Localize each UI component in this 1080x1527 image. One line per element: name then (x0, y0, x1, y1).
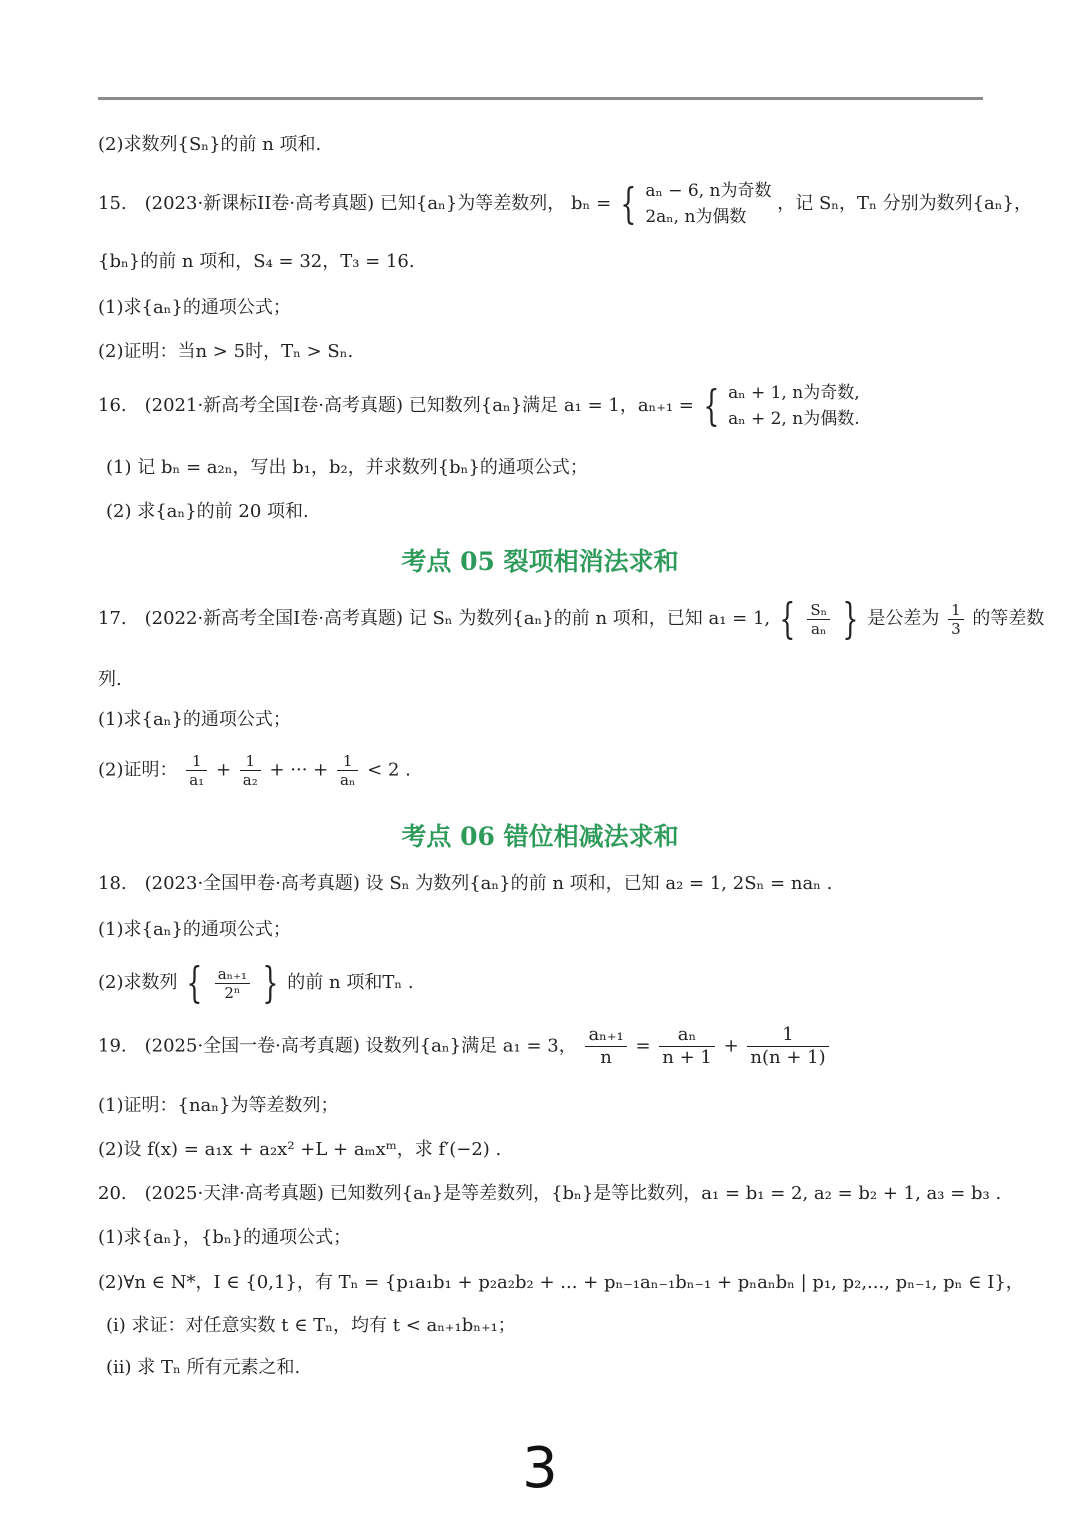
fraction-3: $\frac{1}{n(n + 1)}$ (747, 1024, 828, 1069)
inequality-end: < 2 . (367, 759, 411, 781)
piecewise-cases (645, 178, 771, 230)
plus-sign: + (215, 759, 232, 781)
problem-15-statement (98, 178, 1032, 230)
problem-19-statement (98, 1024, 832, 1069)
problem-18-q2-prefix: (2)求数列 (98, 972, 178, 993)
problem-15-head: 15. (2023·新课标II卷·高考真题) 已知{aₙ}为等差数列， (98, 193, 566, 214)
case-even: 2aₙ, n为偶数 (645, 207, 747, 227)
piecewise-cases (728, 380, 860, 432)
right-brace: } (842, 594, 859, 643)
problem-19-q2: (2)设 f(x) = a₁x + a₂x² +L + aₘxᵐ，求 f′(−2) . (98, 1139, 502, 1160)
left-brace: { (779, 594, 796, 643)
problem-17-q1: (1)求{aₙ}的通项公式； (98, 709, 291, 730)
problem-18-statement: 18. (2023·全国甲卷·高考真题) 设 Sₙ 为数列{aₙ}的前 n 项和，已知 a₂ = 1, 2Sₙ = naₙ . (98, 873, 833, 894)
fraction-2: $\frac{\text{aₙ}}{n + 1}$ (659, 1024, 715, 1069)
problem-17-tail: 的等差数 (972, 608, 1045, 629)
problem-19-q1: (1)证明：{naₙ}为等差数列； (98, 1095, 339, 1116)
problem-15-bdef: bₙ = (571, 193, 612, 214)
problem-20-qi: (i) 求证：对任意实数 t ∈ Tₙ，均有 t < aₙ₊₁bₙ₊₁； (106, 1315, 516, 1336)
fraction-a-over-2n: $\frac{\text{aₙ₊₁}}{\text{2ⁿ}}$ (215, 965, 250, 1002)
problem-18-q2-end: 的前 n 项和Tₙ . (287, 972, 414, 993)
problem-18-q2 (98, 958, 414, 1007)
plus-dots: + ··· + (269, 759, 329, 781)
problem-15-tail: ，记 Sₙ，Tₙ 分别为数列{aₙ}， (777, 193, 1032, 214)
problem-20-qii: (ii) 求 Tₙ 所有元素之和. (106, 1357, 301, 1378)
left-brace: { (702, 381, 719, 430)
problem-20-q2: (2)∀n ∈ N*，I ∈ {0,1}，有 Tₙ = {p₁a₁b₁ + p₂a₂b₂ + ... + pₙ₋₁aₙ₋₁bₙ₋₁ + pₙaₙbₙ | p₁, p₂,..., pₙ₋₁, pₙ ∈ I}， (98, 1272, 1024, 1293)
problem-17-line2: 列. (98, 669, 122, 690)
fraction-one-third: $\frac{1}{3}$ (948, 601, 964, 638)
plus-sign: + (723, 1035, 739, 1057)
header-rule (98, 97, 983, 100)
problem-17-q2 (98, 752, 411, 789)
problem-20-statement: 20. (2025·天津·高考真题) 已知数列{aₙ}是等差数列，{bₙ}是等比数列，a₁ = b₁ = 2, a₂ = b₂ + 1, a₃ = b₃ . (98, 1183, 1002, 1204)
problem-15-line2: {bₙ}的前 n 项和，S₄ = 32，T₃ = 16. (98, 251, 415, 272)
problem-17-statement (98, 594, 1045, 643)
fraction-term-n: $\frac{1}{\text{aₙ}}$ (337, 752, 358, 789)
problem-14-part-2: (2)求数列{Sₙ}的前 n 项和. (98, 134, 322, 155)
problem-17-q2-prefix: (2)证明： (98, 759, 178, 781)
problem-15-q2: (2)证明：当n > 5时，Tₙ > Sₙ. (98, 341, 354, 362)
problem-16-q2: (2) 求{aₙ}的前 20 项和. (106, 501, 309, 522)
case-odd: aₙ + 1, n为奇数, (728, 383, 860, 403)
right-brace: } (262, 958, 279, 1007)
problem-16-statement (98, 380, 860, 432)
problem-17-mid: 是公差为 (867, 608, 940, 629)
case-even: aₙ + 2, n为偶数. (728, 409, 860, 429)
left-brace: { (620, 179, 637, 228)
case-odd: aₙ − 6, n为奇数 (645, 181, 772, 201)
problem-20-q1: (1)求{aₙ}，{bₙ}的通项公式； (98, 1227, 352, 1248)
problem-16-q1: (1) 记 bₙ = a₂ₙ，写出 b₁，b₂，并求数列{bₙ}的通项公式； (106, 457, 588, 478)
problem-15-q1: (1)求{aₙ}的通项公式； (98, 297, 291, 318)
section-heading-05: 考点 05 裂项相消法求和 (401, 547, 679, 576)
fraction-term-1: $\frac{1}{\text{a₁}}$ (186, 752, 207, 789)
problem-16-head: 16. (2021·新高考全国I卷·高考真题) 已知数列{aₙ}满足 a₁ = 1，aₙ₊₁ = (98, 395, 694, 416)
problem-17-head: 17. (2022·新高考全国I卷·高考真题) 记 Sₙ 为数列{aₙ}的前 n 项和，已知 a₁ = 1, (98, 608, 771, 629)
fraction-1: $\frac{\text{aₙ₊₁}}{n}$ (585, 1024, 626, 1069)
problem-18-q1: (1)求{aₙ}的通项公式； (98, 919, 291, 940)
section-heading-06: 考点 06 错位相减法求和 (401, 822, 679, 851)
left-brace: { (186, 958, 203, 1007)
equals-sign: = (635, 1035, 651, 1057)
problem-19-head: 19. (2025·全国一卷·高考真题) 设数列{aₙ}满足 a₁ = 3， (98, 1035, 577, 1057)
fraction-term-2: $\frac{1}{\text{a₂}}$ (240, 752, 261, 789)
fraction-s-over-a: $\frac{\text{Sₙ}}{\text{aₙ}}$ (807, 601, 830, 638)
page-number: 3 (522, 1436, 558, 1501)
